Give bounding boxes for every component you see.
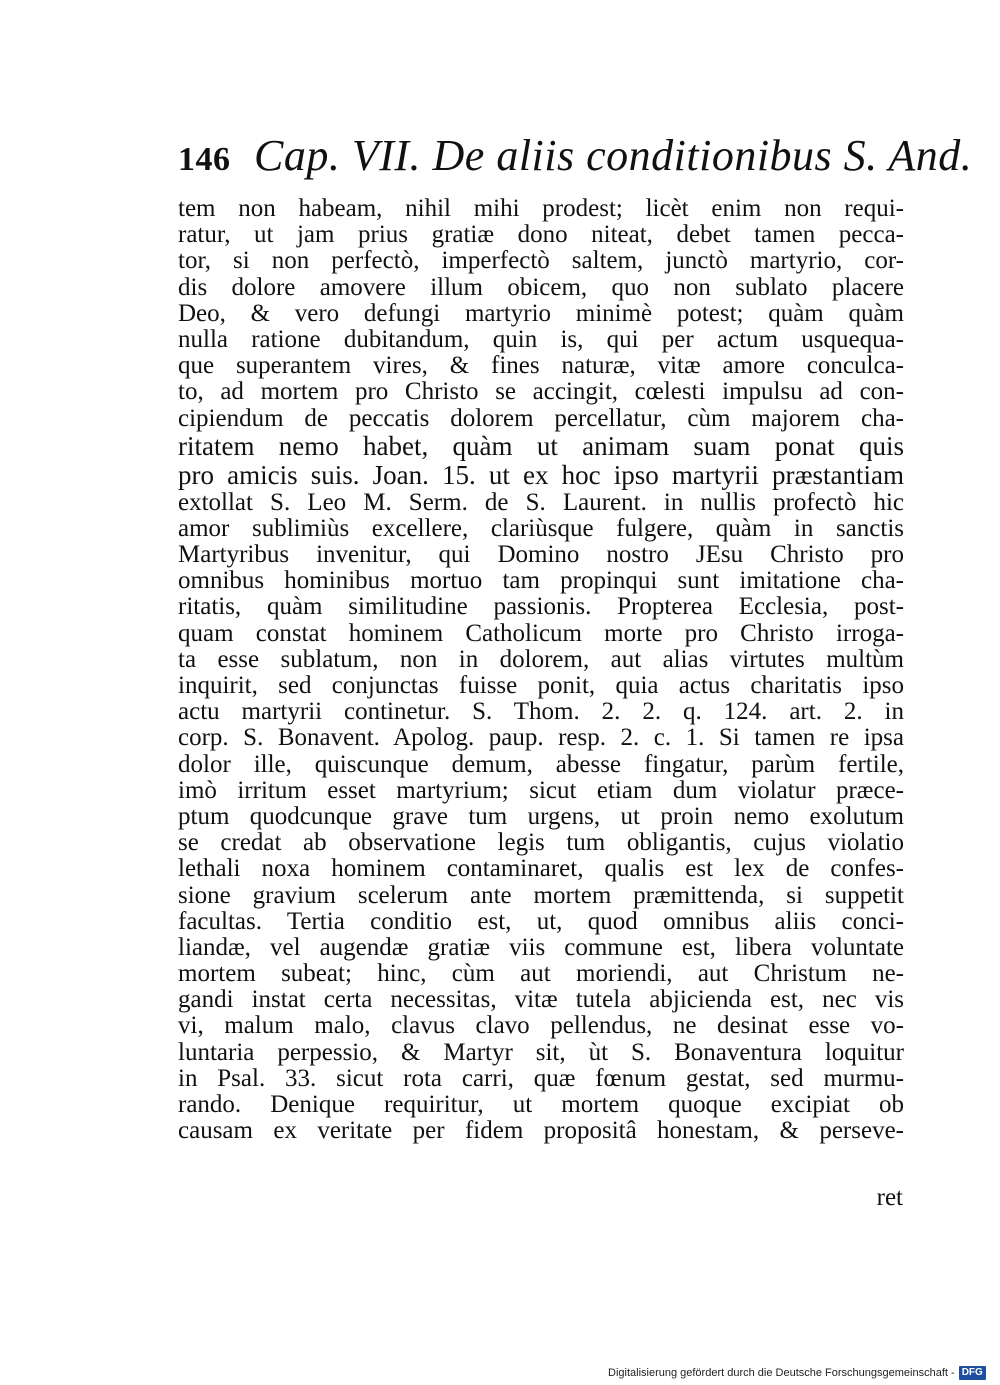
text-line: facultas. Tertia conditio est, ut, quod omnibus aliis conci- — [178, 908, 904, 935]
text-line: vi, malum malo, clavus clavo pellendus, ne desinat esse vo- — [178, 1013, 904, 1040]
text-line: inquirit, sed conjunctas fuisse ponit, quia actus charitatis ipso — [178, 673, 904, 699]
text-line: rando. Denique requiritur, ut mortem quoque excipiat ob — [178, 1092, 904, 1118]
body-text — [178, 196, 904, 1144]
text-line: se credat ab observatione legis tum obligantis, cujus violatio — [178, 830, 904, 857]
text-line: ritatis, quàm similitudine passionis. Propterea Ecclesia, post- — [178, 594, 904, 621]
text-line: mortem subeat; hinc, cùm aut moriendi, aut Christum ne- — [178, 961, 904, 988]
text-line: amor sublimiùs excellere, clariùsque fulgere, quàm in sanctis — [178, 515, 904, 542]
text-line: tor, si non perfectò, imperfectò saltem, junctò martyrio, cor- — [178, 248, 904, 275]
catchword: ret — [876, 1184, 903, 1211]
text-line: que superantem vires, & fines naturæ, vitæ amore conculca- — [178, 353, 904, 380]
text-line: Martyribus invenitur, qui Domino nostro JEsu Christo pro — [178, 542, 904, 569]
text-line: nulla ratione dubitandum, quin is, qui per actum usquequa- — [178, 326, 904, 353]
page-number: 146 — [178, 141, 231, 178]
text-line: dolor ille, quiscunque demum, abesse fingatur, parùm fertile, — [178, 751, 904, 778]
text-line: causam ex veritate per fidem propositâ honestam, & perseve- — [178, 1118, 904, 1145]
text-line: ratur, ut jam prius gratiæ dono niteat, debet tamen pecca- — [178, 222, 904, 249]
text-line: in Psal. 33. sicut rota carri, quæ fœnum gestat, sed murmu- — [178, 1065, 904, 1092]
text-line: ritatem nemo habet, quàm ut animam suam ponat quis — [178, 431, 904, 461]
text-line: omnibus hominibus mortuo tam propinqui sunt imitatione cha- — [178, 568, 904, 595]
text-line: tem non habeam, nihil mihi prodest; licèt enim non requi- — [178, 196, 904, 222]
text-line: cipiendum de peccatis dolorem percellatur, cùm majorem cha- — [178, 405, 904, 432]
text-line: liandæ, vel augendæ gratiæ viis commune est, libera voluntate — [178, 934, 904, 961]
running-title: Cap. VII. De aliis conditionibus S. And. — [254, 131, 973, 180]
text-line: ta esse sublatum, non in dolorem, aut alias virtutes multùm — [178, 646, 904, 673]
text-line: sione gravium scelerum ante mortem præmittenda, si suppetit — [178, 882, 904, 909]
text-line: gandi instat certa necessitas, vitæ tutela abjicienda est, nec vis — [178, 987, 904, 1014]
digitization-footer — [608, 1364, 986, 1382]
text-line: imò irritum esset martyrium; sicut etiam dum violatur præce- — [178, 777, 904, 804]
text-line: ptum quodcunque grave tum urgens, ut proin nemo exolutum — [178, 803, 904, 830]
text-line: pro amicis suis. Joan. 15. ut ex hoc ipso martyrii præstantiam — [178, 460, 904, 490]
text-line: Deo, & vero defungi martyrio minimè potest; quàm quàm — [178, 300, 904, 327]
text-line: luntaria perpessio, & Martyr sit, ùt S. Bonaventura loquitur — [178, 1039, 904, 1066]
dfg-logo-icon: DFG — [959, 1366, 986, 1380]
text-line: dis dolore amovere illum obicem, quo non sublato placere — [178, 274, 904, 301]
text-line: lethali noxa hominem contaminaret, qualis est lex de confes- — [178, 856, 904, 883]
text-line: actu martyrii continetur. S. Thom. 2. 2. q. 124. art. 2. in — [178, 699, 904, 726]
footer-text: Digitalisierung gefördert durch die Deutsche Forschungsgemeinschaft - — [608, 1367, 955, 1379]
text-line: extollat S. Leo M. Serm. de S. Laurent. in nullis profectò hic — [178, 489, 904, 516]
text-line: quam constat hominem Catholicum morte pro Christo irroga- — [178, 620, 904, 647]
text-line: to, ad mortem pro Christo se accingit, cœlesti impulsu ad con- — [178, 379, 904, 406]
text-line: corp. S. Bonavent. Apolog. paup. resp. 2. c. 1. Si tamen re ipsa — [178, 725, 904, 752]
page-header — [178, 128, 973, 184]
